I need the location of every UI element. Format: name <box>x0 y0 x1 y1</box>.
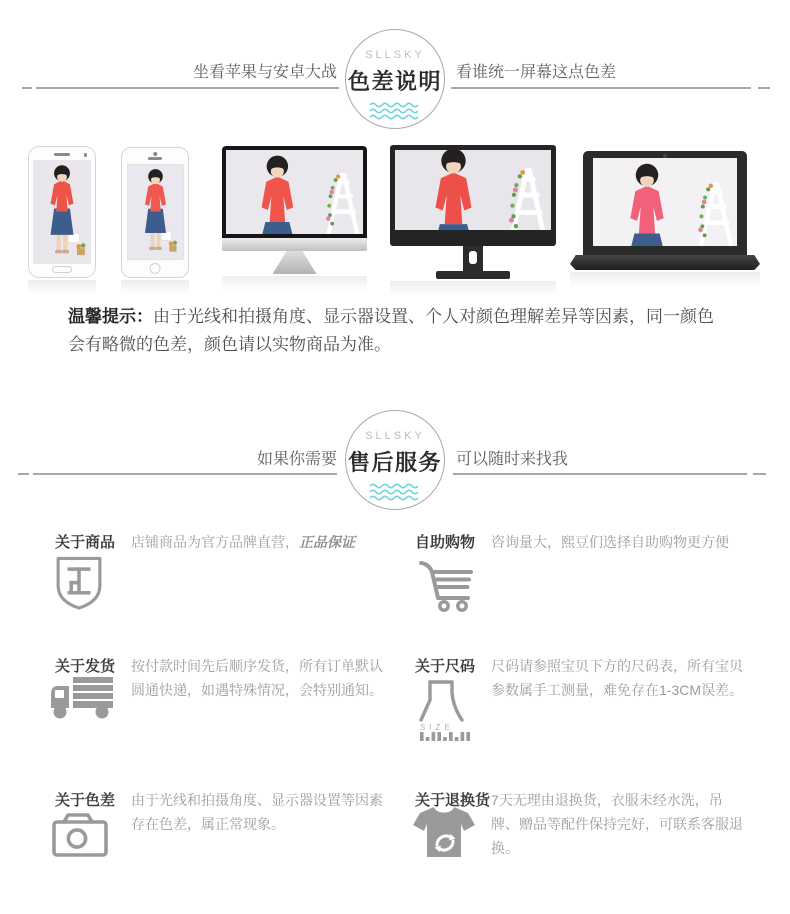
monitor-stand <box>463 246 483 271</box>
item-desc: 咨询量大，熙豆们选择自助购物更方便 <box>491 534 729 550</box>
color-section-title: 色差说明 <box>347 69 442 94</box>
shopping-cart-icon <box>418 558 474 614</box>
service-right-note: 可以随时来找我 <box>456 451 569 468</box>
device-iphone <box>121 147 189 295</box>
brand-text: SLLSKY <box>365 49 425 61</box>
color-section-badge <box>345 29 445 129</box>
color-left-note: 坐看苹果与安卓大战 <box>192 64 337 81</box>
service-left-note: 如果你需要 <box>256 451 337 468</box>
device-desktop-monitor <box>390 145 556 296</box>
camera-icon <box>52 812 110 860</box>
item-desc: 店铺商品为官方品牌直营，正品保证 <box>131 534 355 550</box>
divider-line-right <box>453 473 747 475</box>
warm-tip-text: 由于光线和拍摄角度、显示器设置、个人对颜色理解差异等因素，同一颜色会有略微的色差，颜色请以实物商品为准。 <box>68 307 714 354</box>
item-title: 自助购物 <box>415 534 476 551</box>
reflection <box>570 272 760 287</box>
device-imac-monitor <box>222 146 367 291</box>
item-title: 关于退换货 <box>415 792 491 809</box>
monitor-bezel <box>390 145 556 246</box>
monitor-base <box>436 271 510 279</box>
divider-dash-right <box>753 473 766 475</box>
divider-dash-right <box>758 87 770 89</box>
brand-text: SLLSKY <box>365 430 425 442</box>
reflection <box>222 276 367 291</box>
wave-icon <box>368 102 422 120</box>
phone-camera-dot <box>84 153 88 157</box>
divider-line-right <box>451 87 751 89</box>
device-android-phone <box>28 146 96 295</box>
item-desc: 由于光线和拍摄角度、显示器设置等因素存在色差，属正常现象。 <box>131 792 383 832</box>
device-laptop <box>570 151 760 287</box>
reflection <box>390 281 556 296</box>
reflection <box>121 280 189 295</box>
model-photo <box>226 150 363 234</box>
authentic-shield-icon <box>55 555 103 612</box>
model-photo <box>593 158 737 246</box>
item-title: 关于尺码 <box>415 658 476 675</box>
item-title: 关于商品 <box>55 534 116 551</box>
home-button <box>52 266 72 273</box>
phone-speaker <box>54 153 70 156</box>
service-section-badge <box>345 410 445 510</box>
home-button <box>150 263 161 274</box>
model-photo <box>33 160 91 264</box>
monitor-bezel <box>222 146 367 238</box>
svg-text:SIZE: SIZE <box>420 723 454 732</box>
item-desc-emphasis: 正品保证 <box>299 534 355 550</box>
reflection <box>28 280 96 295</box>
service-section-title: 售后服务 <box>347 450 442 475</box>
divider-dash-left <box>22 87 32 89</box>
divider-dash-left <box>18 473 29 475</box>
laptop-keyboard-deck <box>570 255 760 270</box>
delivery-truck-icon <box>49 674 115 724</box>
color-right-note: 看谁统一屏幕这点色差 <box>456 64 617 81</box>
divider-line-left <box>33 473 337 475</box>
phone-speaker <box>148 157 162 160</box>
warm-tip-label: 温馨提示： <box>68 307 153 326</box>
divider-line-left <box>36 87 339 89</box>
monitor-chin <box>222 238 367 251</box>
tshirt-return-icon <box>412 805 476 863</box>
warm-tip <box>68 303 728 358</box>
item-desc: 尺码请参照宝贝下方的尺码表，所有宝贝参数属手工测量，难免存在1-3CM误差。 <box>491 658 744 698</box>
model-photo <box>395 150 551 230</box>
laptop-bezel <box>583 151 747 255</box>
item-title: 关于色差 <box>55 792 116 809</box>
model-photo <box>127 164 184 260</box>
item-desc: 7天无理由退换货，衣服未经水洗，吊牌、赠品等配件保持完好，可联系客服退换。 <box>491 792 743 856</box>
wave-icon <box>368 483 422 501</box>
item-desc: 按付款时间先后顺序发货，所有订单默认圆通快递，如遇特殊情况，会特别通知。 <box>131 658 383 698</box>
phone-camera-dot <box>153 152 157 156</box>
monitor-stand <box>273 251 317 274</box>
size-ruler-icon <box>415 676 471 742</box>
item-title: 关于发货 <box>55 658 116 675</box>
